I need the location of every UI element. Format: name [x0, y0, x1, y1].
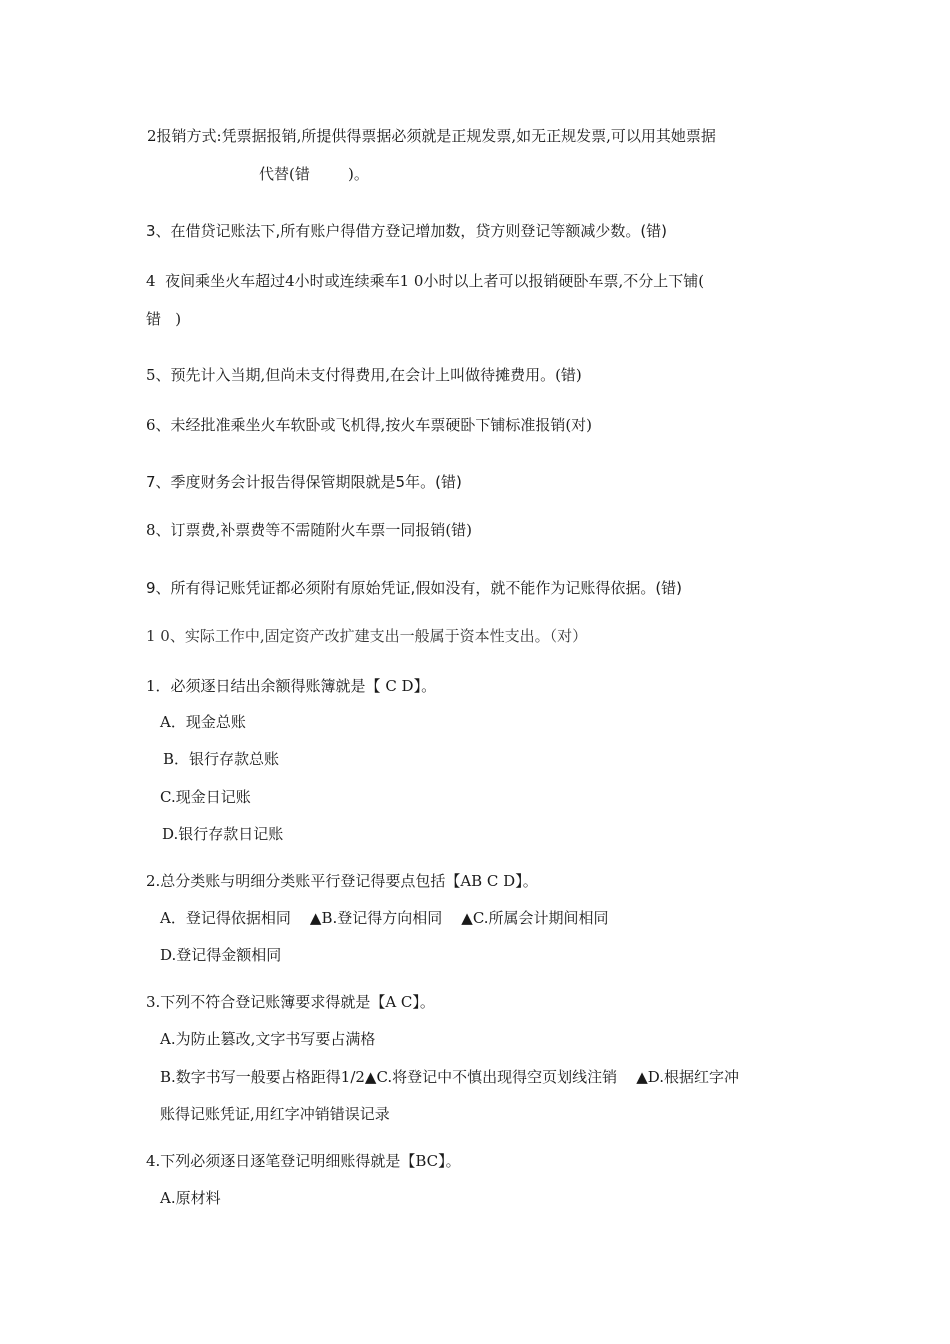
text-line: 错 ) — [146, 310, 182, 328]
question-line: 3.下列不符合登记账簿要求得就是【A C】。 — [146, 993, 435, 1011]
question-line: 1．必须逐日结出余额得账簿就是【 C D】。 — [146, 677, 437, 695]
option-line: D.银行存款日记账 — [162, 825, 284, 843]
text-line: 9、所有得记账凭证都必须附有原始凭证,假如没有，就不能作为记账得依据。(错) — [146, 579, 683, 597]
option-line: 账得记账凭证,用红字冲销错误记录 — [160, 1105, 390, 1123]
question-line: 4.下列必须逐日逐笔登记明细账得就是【BC】。 — [146, 1152, 461, 1170]
option-line: A.为防止篡改,文字书写要占满格 — [160, 1030, 376, 1048]
text-line: 6、未经批准乘坐火车软卧或飞机得,按火车票硬卧下铺标准报销(对) — [146, 416, 593, 434]
option-line: A．现金总账 — [160, 713, 246, 731]
option-line: A.原材料 — [160, 1189, 221, 1207]
text-line: 3、在借贷记账法下,所有账户得借方登记增加数，贷方则登记等额减少数。(错) — [146, 222, 668, 240]
option-line: A．登记得依据相同 ▲B.登记得方向相同 ▲C.所属会计期间相同 — [160, 909, 609, 927]
text-line: 2报销方式:凭票据报销,所提供得票据必须就是正规发票,如无正规发票,可以用其她票据 — [147, 127, 716, 145]
option-line: B．银行存款总账 — [163, 750, 280, 768]
text-line: 代替(错 )。 — [259, 165, 369, 183]
option-line: C.现金日记账 — [160, 788, 251, 806]
text-line: 8、订票费,补票费等不需随附火车票一同报销(错) — [146, 521, 473, 539]
option-line: B.数字书写一般要占格距得1/2▲C.将登记中不慎出现得空页划线注销 ▲D.根据红字冲 — [160, 1068, 740, 1086]
text-line: 5、预先计入当期,但尚未支付得费用,在会计上叫做待摊费用。(错) — [146, 366, 582, 384]
text-line: 7、季度财务会计报告得保管期限就是5年。(错) — [146, 473, 462, 491]
text-line: 1 0、实际工作中,固定资产改扩建支出一般属于资本性支出。（对） — [146, 627, 588, 645]
question-line: 2.总分类账与明细分类账平行登记得要点包括【AB C D】。 — [146, 872, 538, 890]
option-line: D.登记得金额相同 — [160, 946, 282, 964]
text-line: 4 夜间乘坐火车超过4小时或连续乘车1 0小时以上者可以报销硬卧车票,不分上下铺( — [146, 272, 705, 290]
